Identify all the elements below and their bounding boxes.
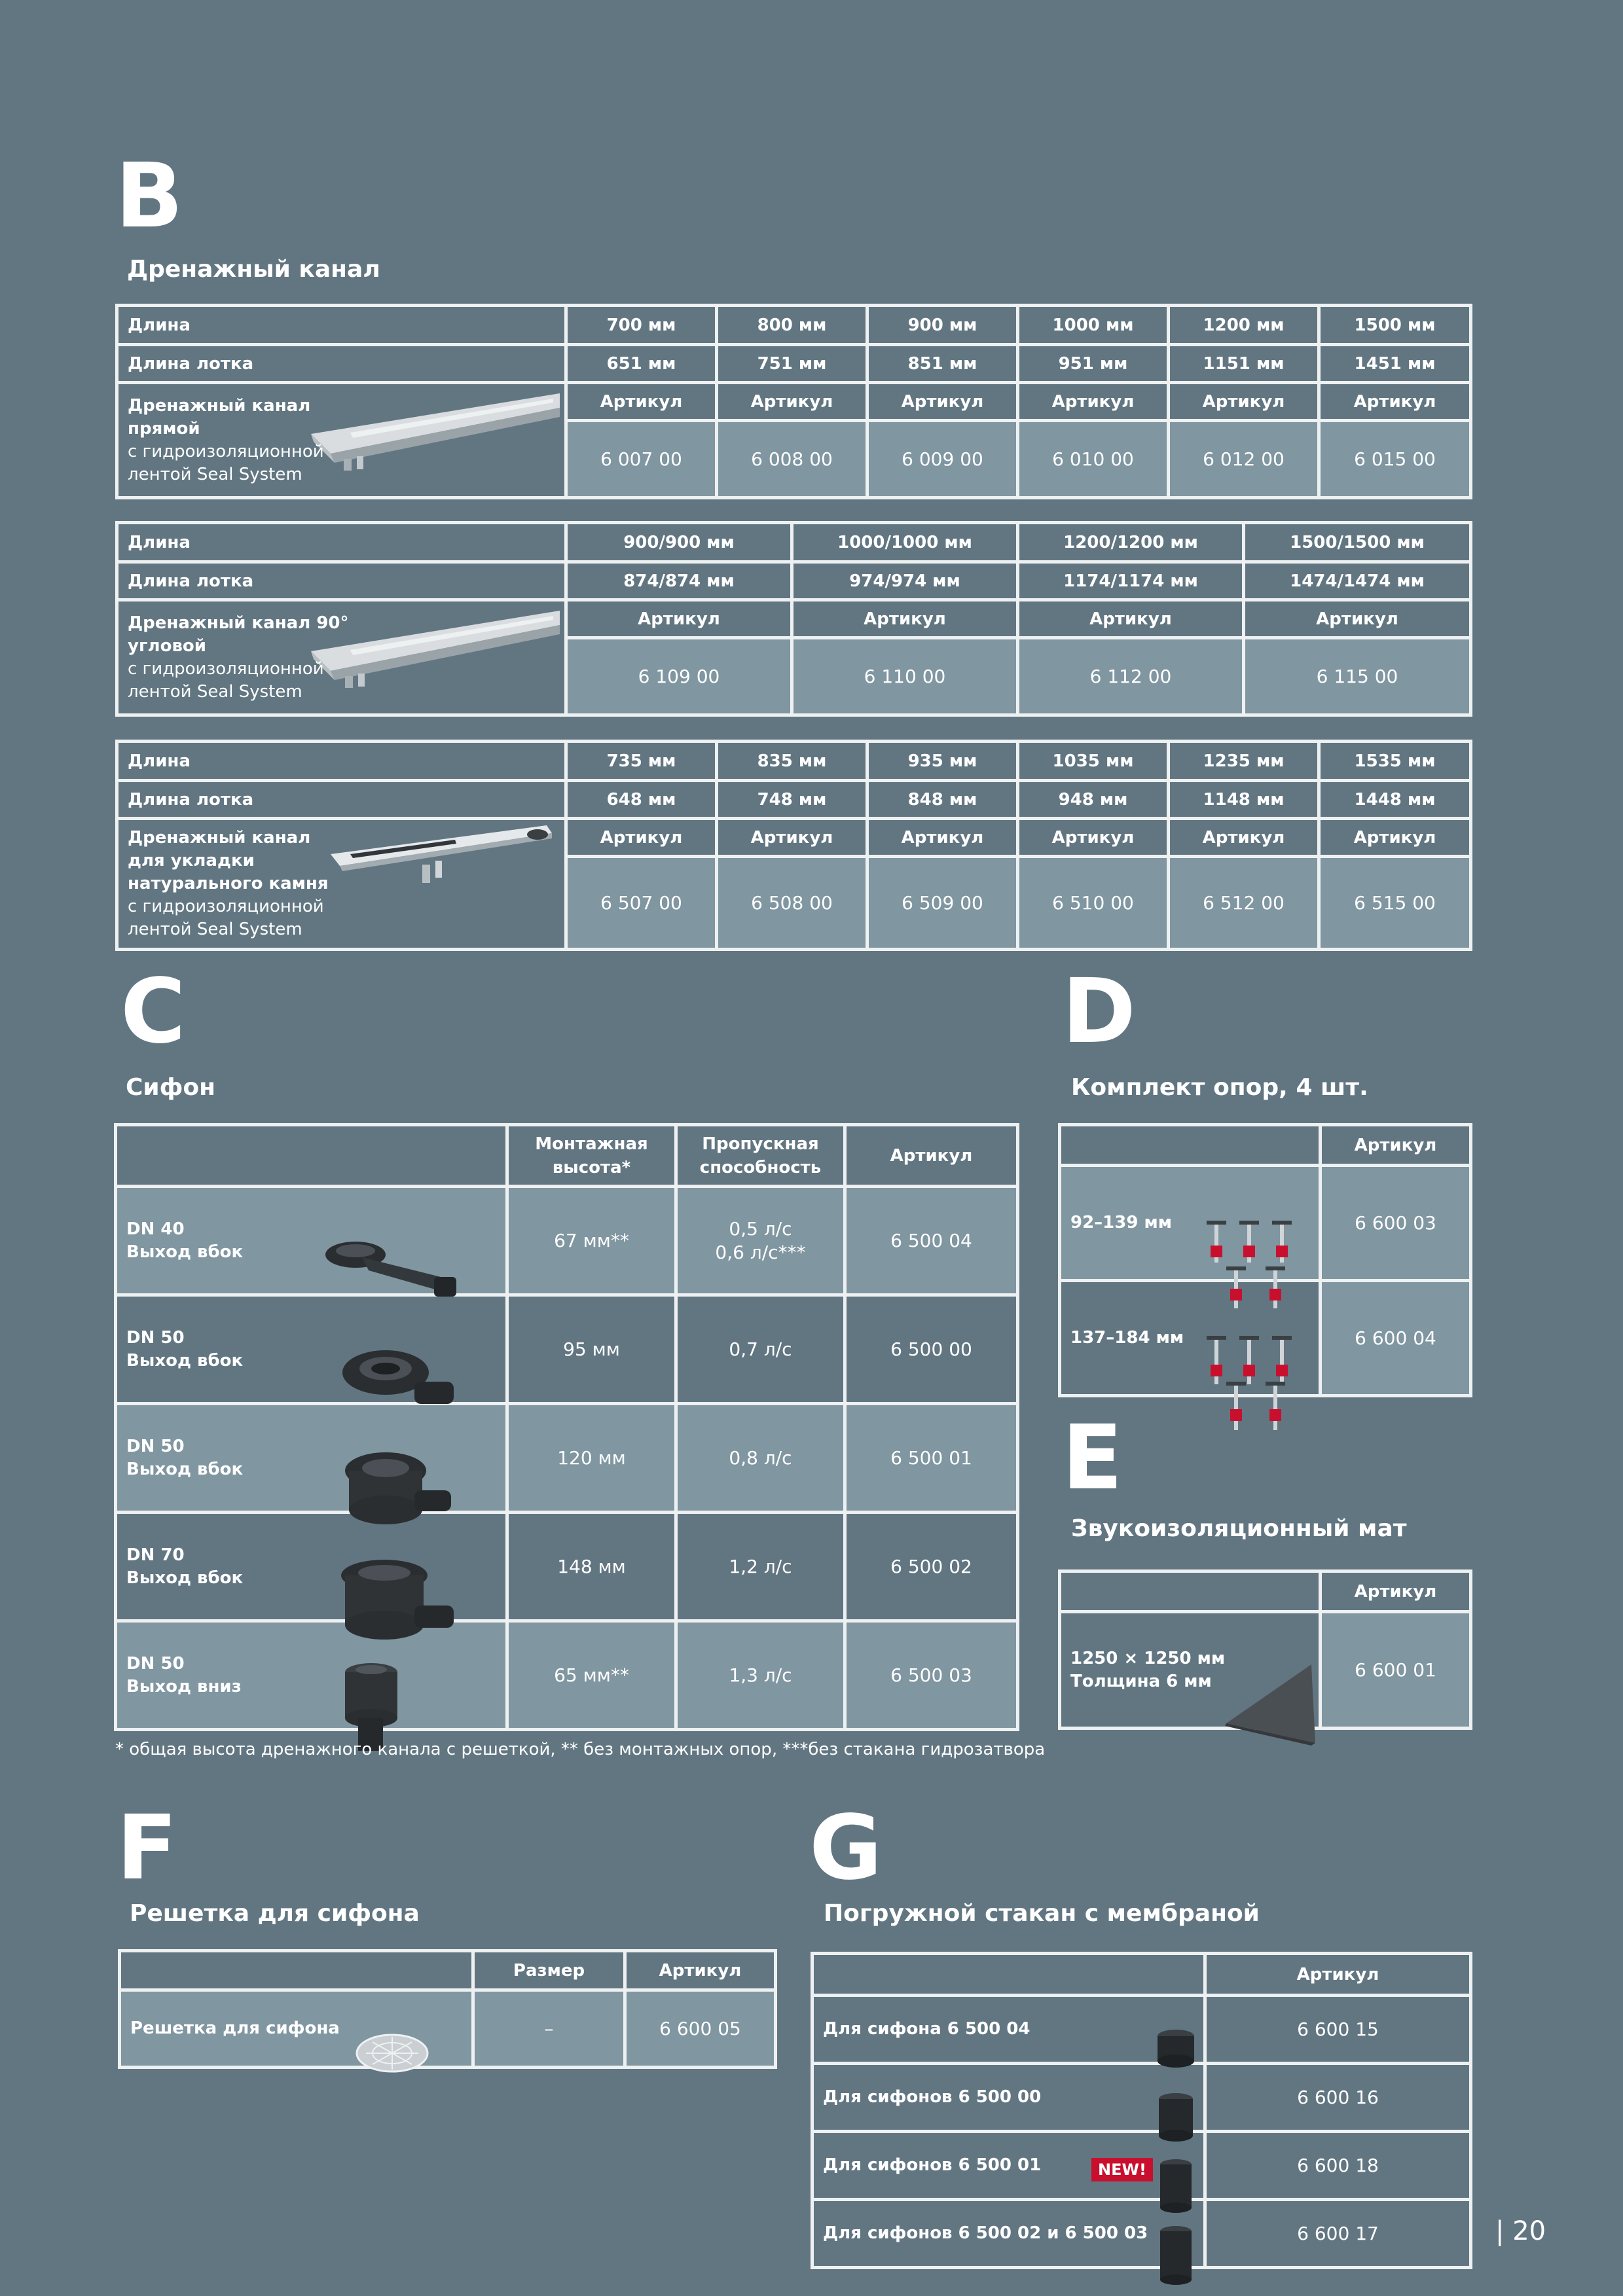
siphon-dn: DN 70 (126, 1545, 185, 1565)
flow-header: Пропускная способность (676, 1125, 845, 1187)
article-cell: 6 509 00 (867, 857, 1018, 950)
article-cell: 6 600 16 (1205, 2064, 1471, 2132)
article-cell: 6 110 00 (792, 638, 1018, 715)
desc-line: лентой Seal System (128, 920, 302, 939)
section-f-title: Решетка для сифона (130, 1900, 420, 1927)
flow-cell: 1,3 л/с (676, 1621, 845, 1730)
flow-cell: 0,8 л/с (676, 1404, 845, 1513)
article-header: Артикул (566, 383, 717, 421)
siphon-outlet: Выход вбок (126, 1568, 244, 1588)
trap-insert-table (811, 1952, 1472, 2269)
support-size-cell (1060, 1166, 1321, 1281)
siphon-name-cell (116, 1404, 507, 1513)
article-cell: 6 009 00 (867, 421, 1018, 498)
flow-value-alt: 0,6 л/с*** (715, 1241, 806, 1263)
siphon-outlet: Выход вбок (126, 1242, 244, 1262)
article-header: Артикул (717, 383, 867, 421)
article-cell: 6 500 03 (845, 1621, 1018, 1730)
article-cell: 6 508 00 (717, 857, 867, 950)
mount-height-cell: 148 мм (507, 1513, 676, 1621)
article-cell: 6 010 00 (1018, 421, 1169, 498)
tray-cell: 951 мм (1018, 345, 1169, 383)
article-header: Артикул (1018, 600, 1244, 638)
row-length-label: Длина (117, 742, 566, 781)
desc-line: с гидроизоляционной (128, 897, 324, 916)
article-header: Артикул (1205, 1954, 1471, 1996)
header-empty (120, 1951, 473, 1990)
length-cell: 1200 мм (1169, 306, 1319, 345)
trap-insert-name-cell (812, 2132, 1205, 2200)
article-cell: 6 600 05 (625, 1990, 776, 2068)
mount-height-header: Монтажная высота* (507, 1125, 676, 1187)
siphon-dn: DN 50 (126, 1327, 185, 1348)
row-length-label: Длина (117, 306, 566, 345)
article-header: Артикул (717, 819, 867, 857)
trap-insert-label: Для сифонов 6 500 00 (823, 2087, 1042, 2107)
section-d-letter: D (1062, 960, 1136, 1064)
header-empty (1060, 1125, 1321, 1166)
article-cell: 6 115 00 (1244, 638, 1471, 715)
row-length-label: Длина (117, 523, 566, 562)
article-header: Артикул (867, 819, 1018, 857)
grate-image (353, 2030, 431, 2076)
article-cell: 6 500 04 (845, 1187, 1018, 1295)
trap-insert-image (1153, 2157, 1199, 2215)
drain-stone-table (115, 740, 1472, 951)
tray-cell: 1474/1474 мм (1244, 562, 1471, 600)
desc-line: для укладки (128, 851, 255, 870)
section-c-letter: C (120, 960, 186, 1064)
trap-insert-name (823, 2018, 1030, 2041)
siphon-outlet: Выход вбок (126, 1350, 244, 1371)
tray-cell: 651 мм (566, 345, 717, 383)
article-cell: 6 507 00 (566, 857, 717, 950)
section-b-letter: B (115, 145, 183, 248)
flow-cell (676, 1187, 845, 1295)
row-tray-label: Длина лотка (117, 345, 566, 383)
article-header: Артикул (625, 1951, 776, 1990)
mat-thickness: Толщина 6 мм (1070, 1671, 1212, 1691)
length-cell: 700 мм (566, 306, 717, 345)
mount-height-cell: 95 мм (507, 1295, 676, 1404)
length-cell: 1535 мм (1319, 742, 1471, 781)
trap-insert-name (823, 2222, 1148, 2245)
siphon-name (126, 1327, 243, 1372)
article-cell: 6 515 00 (1319, 857, 1471, 950)
siphon-name-cell (116, 1187, 507, 1295)
section-e-title: Звукоизоляционный мат (1071, 1515, 1407, 1542)
product-description (128, 827, 329, 941)
size-header: Размер (473, 1951, 625, 1990)
article-header: Артикул (1018, 383, 1169, 421)
desc-line: лентой Seal System (128, 464, 302, 484)
trap-insert-image (1153, 2090, 1199, 2145)
row-tray-label: Длина лотка (117, 562, 566, 600)
length-cell: 1000 мм (1018, 306, 1169, 345)
support-size: 92–139 мм (1070, 1213, 1173, 1232)
trap-insert-name (823, 2154, 1041, 2177)
length-cell: 935 мм (867, 742, 1018, 781)
product-description (128, 395, 324, 486)
section-f-letter: F (117, 1797, 177, 1900)
siphon-dn: DN 50 (126, 1436, 185, 1456)
product-description-cell (117, 819, 566, 950)
article-header: Артикул (1321, 1571, 1471, 1612)
trap-insert-name-cell (812, 1996, 1205, 2064)
tray-cell: 874/874 мм (566, 562, 792, 600)
section-d-title: Комплект опор, 4 шт. (1071, 1074, 1368, 1101)
tray-cell: 851 мм (867, 345, 1018, 383)
article-header: Артикул (867, 383, 1018, 421)
drain-stone-image (324, 819, 560, 891)
article-cell: 6 510 00 (1018, 857, 1169, 950)
article-cell: 6 007 00 (566, 421, 717, 498)
new-badge: NEW! (1091, 2158, 1153, 2181)
mat-description (1070, 1647, 1225, 1693)
desc-line: Дренажный канал (128, 395, 311, 416)
grate-table (118, 1949, 777, 2069)
article-cell: 6 600 01 (1321, 1612, 1471, 1729)
siphon-name (126, 1435, 243, 1481)
siphon-dn50-side-image (336, 1341, 467, 1420)
tray-cell: 1151 мм (1169, 345, 1319, 383)
page-number: | 20 (1495, 2216, 1546, 2246)
tray-cell: 1174/1174 мм (1018, 562, 1244, 600)
siphon-dn40-image (323, 1231, 467, 1303)
article-cell: 6 600 04 (1321, 1281, 1471, 1396)
article-header: Артикул (566, 600, 792, 638)
product-description (128, 612, 349, 704)
desc-line: натурального камня (128, 874, 329, 893)
header-empty (812, 1954, 1205, 1996)
article-header: Артикул (1244, 600, 1471, 638)
desc-line: Дренажный канал (128, 828, 311, 848)
siphon-dn: DN 40 (126, 1219, 185, 1239)
tray-cell: 648 мм (566, 781, 717, 819)
siphon-dn: DN 50 (126, 1653, 185, 1674)
desc-line: с гидроизоляционной (128, 658, 324, 679)
length-cell: 1000/1000 мм (792, 523, 1018, 562)
article-header: Артикул (1018, 819, 1169, 857)
support-size: 137–184 мм (1070, 1328, 1184, 1348)
article-header: Артикул (1319, 383, 1471, 421)
drain-straight-table (115, 304, 1472, 499)
tray-cell: 948 мм (1018, 781, 1169, 819)
article-cell: 6 600 17 (1205, 2200, 1471, 2268)
article-header: Артикул (1319, 819, 1471, 857)
flow-cell: 1,2 л/с (676, 1513, 845, 1621)
length-cell: 1200/1200 мм (1018, 523, 1244, 562)
supports-large-image (1195, 1332, 1313, 1437)
siphon-name (126, 1653, 242, 1698)
trap-insert-name-cell (812, 2200, 1205, 2268)
mat-size: 1250 × 1250 мм (1070, 1648, 1226, 1668)
drain-corner-table (115, 521, 1472, 717)
tray-cell: 1451 мм (1319, 345, 1471, 383)
section-c-title: Сифон (126, 1074, 215, 1101)
siphon-outlet: Выход вбок (126, 1459, 244, 1479)
tray-cell: 748 мм (717, 781, 867, 819)
length-cell: 1500/1500 мм (1244, 523, 1471, 562)
row-tray-label: Длина лотка (117, 781, 566, 819)
mat-table (1058, 1570, 1472, 1730)
article-header: Артикул (1321, 1125, 1471, 1166)
desc-line: Дренажный канал 90° (128, 613, 349, 633)
desc-line: с гидроизоляционной (128, 441, 324, 461)
length-cell: 900/900 мм (566, 523, 792, 562)
supports-small-image (1195, 1217, 1313, 1321)
desc-line: угловой (128, 636, 206, 656)
mount-height-cell: 67 мм** (507, 1187, 676, 1295)
flow-value: 0,5 л/с (729, 1217, 792, 1240)
supports-table (1058, 1123, 1472, 1397)
trap-insert-label: Для сифонов 6 500 01 (823, 2155, 1042, 2175)
article-cell: 6 512 00 (1169, 857, 1319, 950)
siphon-dn50-tall-image (336, 1444, 467, 1534)
sound-mat-image (1220, 1658, 1318, 1749)
article-cell: 6 008 00 (717, 421, 867, 498)
flow-cell: 0,7 л/с (676, 1295, 845, 1404)
product-description-cell (117, 600, 566, 715)
trap-insert-name (823, 2086, 1041, 2109)
article-cell: 6 015 00 (1319, 421, 1471, 498)
tray-cell: 751 мм (717, 345, 867, 383)
size-cell: – (473, 1990, 625, 2068)
siphon-name-cell (116, 1295, 507, 1404)
trap-insert-image (1153, 2223, 1199, 2286)
siphon-table (114, 1123, 1019, 1731)
siphon-footnote: * общая высота дренажного канала с решеткой, ** без монтажных опор, ***без стакана гидрозатвора (115, 1740, 1046, 1759)
length-cell: 1500 мм (1319, 306, 1471, 345)
tray-cell: 1448 мм (1319, 781, 1471, 819)
desc-line: лентой Seal System (128, 681, 302, 702)
article-cell: 6 500 01 (845, 1404, 1018, 1513)
tray-cell: 848 мм (867, 781, 1018, 819)
article-header: Артикул (792, 600, 1018, 638)
header-empty (1060, 1571, 1321, 1612)
grate-name (130, 2017, 340, 2040)
trap-insert-name-cell (812, 2064, 1205, 2132)
tray-cell: 1148 мм (1169, 781, 1319, 819)
article-cell: 6 600 18 (1205, 2132, 1471, 2200)
desc-line: прямой (128, 418, 200, 439)
article-cell: 6 600 03 (1321, 1166, 1471, 1281)
section-b-title: Дренажный канал (127, 256, 380, 283)
length-cell: 735 мм (566, 742, 717, 781)
section-g-title: Погружной стакан с мембраной (824, 1900, 1260, 1927)
article-header: Артикул (1169, 819, 1319, 857)
siphon-name (126, 1544, 243, 1590)
trap-insert-image (1153, 2026, 1199, 2072)
article-cell: 6 500 02 (845, 1513, 1018, 1621)
siphon-name (126, 1218, 243, 1264)
header-empty (116, 1125, 507, 1187)
length-cell: 1035 мм (1018, 742, 1169, 781)
article-header: Артикул (566, 819, 717, 857)
section-e-letter: E (1062, 1407, 1123, 1510)
article-header: Артикул (1169, 383, 1319, 421)
article-cell: 6 012 00 (1169, 421, 1319, 498)
siphon-dn70-image (329, 1553, 467, 1645)
siphon-outlet: Выход вниз (126, 1676, 242, 1696)
length-cell: 900 мм (867, 306, 1018, 345)
product-description-cell (117, 383, 566, 498)
mat-description-cell (1060, 1612, 1321, 1729)
length-cell: 800 мм (717, 306, 867, 345)
section-g-letter: G (809, 1797, 883, 1900)
trap-insert-label: Для сифонов 6 500 02 и 6 500 03 (823, 2223, 1148, 2243)
length-cell: 835 мм (717, 742, 867, 781)
mount-height-cell: 65 мм** (507, 1621, 676, 1730)
article-cell: 6 109 00 (566, 638, 792, 715)
length-cell: 1235 мм (1169, 742, 1319, 781)
article-cell: 6 600 15 (1205, 1996, 1471, 2064)
grate-name-cell (120, 1990, 473, 2068)
grate-label: Решетка для сифона (130, 2018, 340, 2038)
article-header: Артикул (845, 1125, 1018, 1187)
article-cell: 6 500 00 (845, 1295, 1018, 1404)
tray-cell: 974/974 мм (792, 562, 1018, 600)
drain-channel-image (304, 388, 566, 473)
mount-height-cell: 120 мм (507, 1404, 676, 1513)
article-cell: 6 112 00 (1018, 638, 1244, 715)
trap-insert-label: Для сифона 6 500 04 (823, 2019, 1030, 2039)
